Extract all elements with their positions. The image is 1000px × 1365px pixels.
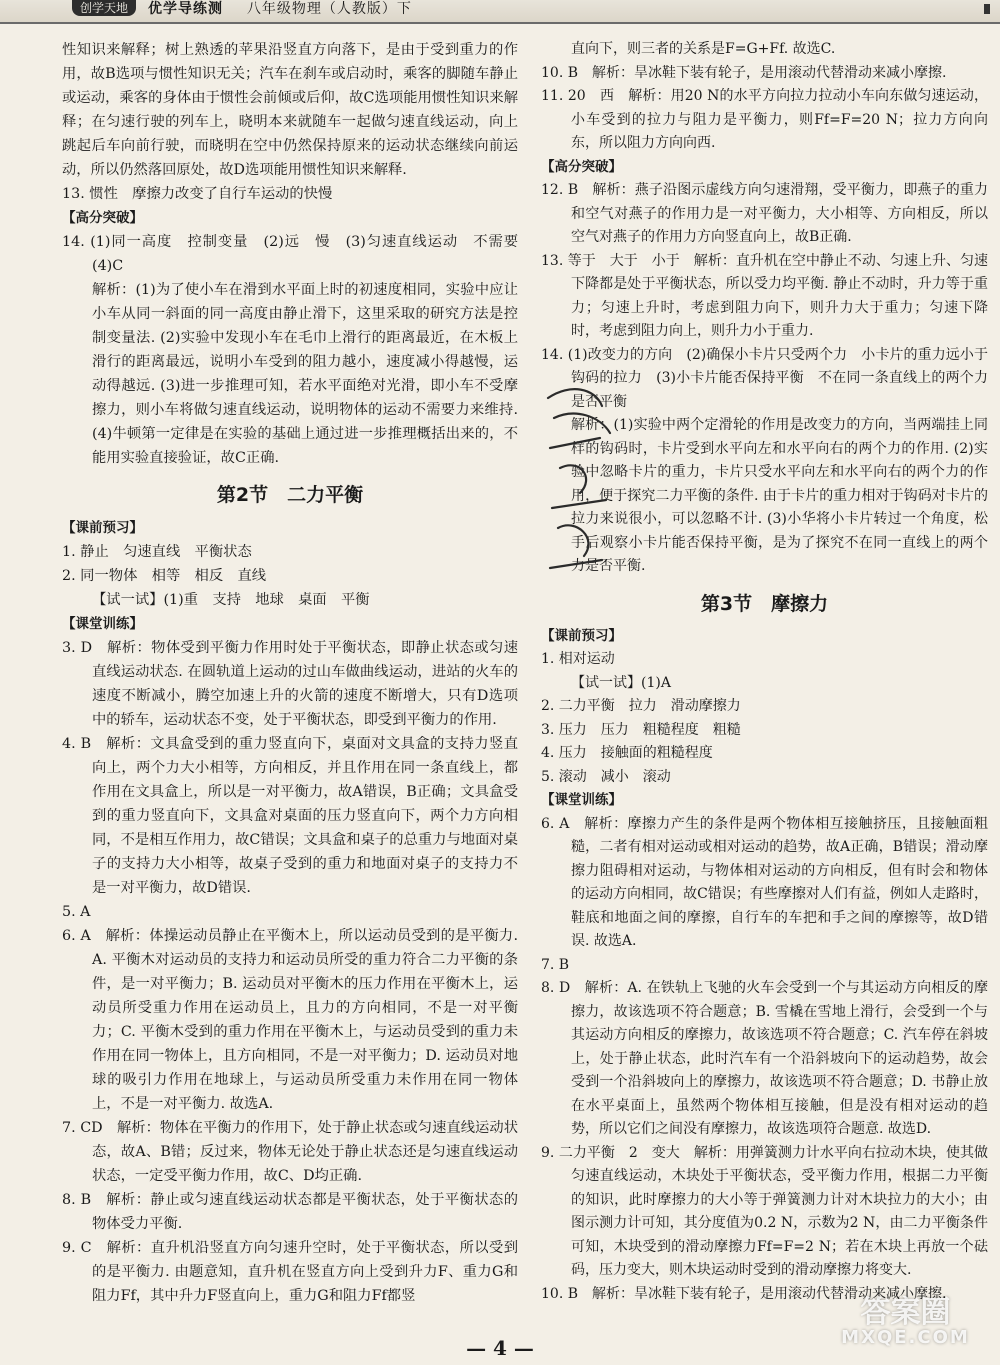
answer-13: 13. 惯性 摩擦力改变了自行车运动的快慢	[62, 186, 333, 202]
section-heading-3: 第3节 摩擦力	[700, 592, 829, 615]
preview-5-right: 5. 滚动 减小 滚动	[541, 768, 671, 785]
preview-1: 1. 静止 匀速直线 平衡状态	[62, 544, 252, 560]
section-label-preview: 【课前预习】	[62, 520, 143, 536]
preview-4-right: 4. 压力 接触面的粗糙程度	[541, 745, 713, 761]
page-header	[0, 0, 1000, 24]
watermark-logo	[823, 1295, 988, 1357]
answer-4: 4. B 解析：文具盒受到的重力竖直向下，桌面对文具盒的支持力竖直向上，两个力大小相等，方向相反，并且作用在同一条直线上，都作用在文具盒上，所以是一对平衡力，故A错误，B正确；文具盒受到的重力竖直向下，文具盒对桌面的压力竖直向下，两个力方向相同，不是相互作用力，故C错误；文具盒和桌子的总重力与地面对桌子的支持力大小相等，故桌子受到的重力和地面对桌子的支持力不是一对平衡力，故D错误.	[62, 736, 518, 896]
answer-6: 6. A 解析：体操运动员静止在平衡木上，所以运动员受到的是平衡力. A. 平衡木对运动员的支持力和运动员所受的重力符合二力平衡的条件，是一对平衡力；B. 运动员对平衡木的压力作用在平衡木上，运动员所受重力作用在运动员上，且力的方向相同，不是一对平衡力；C. 平衡木受到的重力作用在平衡木上，与运动员受到的重力未作用在同一物体上，且方向相同，不是一对平衡力；D. 运动员对地球的吸引力作用在地球上，与运动员所受重力未作用在同一物体上，不是一对平衡力. 故选A.	[62, 928, 518, 1112]
section-label-classroom: 【课堂训练】	[62, 616, 143, 632]
book-title-main: 优学导练测	[148, 1, 223, 17]
left-column	[62, 38, 533, 1308]
answer-9-right: 9. 二力平衡 2 变大 解析：用弹簧测力计水平向右拉动木块，使其做匀速直线运动，木块处于平衡状态，受平衡力作用，根据二力平衡的知识，此时摩擦力的大小等于弹簧测力计对木块拉力的大小；由图示测力计可知，其分度值为0.2 N，示数为2 N，由二力平衡条件可知，木块受到的滑动摩擦力Ff=F=2 N；若在木块上再放一个砝码，压力变大，则木块运动时受到的滑动摩擦力将变大.	[541, 1144, 988, 1278]
book-title-subtitle: 八年级物理（人教版）下	[246, 1, 412, 17]
answer-12: 12. B 解析：燕子沿图示虚线方向匀速滑翔，受平衡力，即燕子的重力和空气对燕子的作用力是一对平衡力，大小相等、方向相反，所以空气对燕子的作用力方向竖直向上，故B正确.	[541, 182, 988, 245]
right-column	[541, 38, 988, 1306]
preview-3-right: 3. 压力 压力 粗糙程度 粗糙	[541, 721, 741, 738]
section-label-gaofen-right: 【高分突破】	[541, 158, 622, 175]
section-heading-2: 第2节 二力平衡	[216, 484, 364, 506]
header-mark	[984, 4, 990, 14]
book-title	[148, 0, 412, 18]
answer-7-right: 7. B	[541, 956, 570, 973]
answer-5: 5. A	[62, 904, 91, 920]
answer-continuation: 性知识来解释；树上熟透的苹果沿竖直方向落下，是由于受到重力的作用，故B选项与惯性知识无关；汽车在刹车或启动时，乘客的脚随车静止或运动，乘客的身体由于惯性会前倾或后仰，故C选项能用惯性知识来解释；在匀速行驶的列车上，晓明本来就随车一起做匀速直线运动，向上跳起后车向前行驶，而晓明在空中仍然保持原来的运动状态继续向前运动，所以仍然落回原处，故D选项能用惯性知识来解释.	[62, 42, 518, 178]
try-it: 【试一试】(1)重 支持 地球 桌面 平衡	[92, 592, 370, 608]
try-it-right: 【试一试】(1)A	[571, 674, 671, 691]
page-number: — 4 —	[466, 1336, 534, 1360]
series-logo: 创学天地	[72, 0, 136, 16]
answer-14-analysis: 解析：(1)为了使小车在滑到水平面上时的初速度相同，实验中应让小车从同一斜面的同一高度由静止滑下，这里采取的研究方法是控制变量法. (2)实验中发现小车在毛巾上滑行的距离最近，在木板上滑行的距离最远，说明小车受到的阻力越小，速度减小得越慢，运动得越远. (3)进一步推理可知，若水平面绝对光滑，即小车不受摩擦力，则小车将做匀速直线运动，说明物体的运动不需要力来维持. (4)牛顿第一定律是在实验的基础上通过进一步推理概括出来的，不能用实验直接验证，故C正确.	[92, 282, 518, 466]
answer-14-right: 14. (1)改变力的方向 (2)确保小卡片只受两个力 小卡片的重力远小于钩码的拉力 (3)小卡片能否保持平衡 不在同一条直线上的两个力是否平衡	[541, 346, 988, 410]
preview-2: 2. 同一物体 相等 相反 直线	[62, 568, 267, 584]
handwriting-scribble	[540, 378, 620, 588]
watermark-url: MXQE.COM	[841, 1327, 970, 1348]
answer-14: 14. (1)同一高度 控制变量 (2)远 慢 (3)匀速直线运动 不需要 (4)C	[62, 234, 533, 274]
answer-10: 10. B 解析：旱冰鞋下装有轮子，是用滚动代替滑动来减小摩擦.	[541, 64, 947, 81]
watermark-text: 答案圈	[860, 1295, 951, 1330]
answer-11: 11. 20 西 解析：用20 N的水平方向拉力拉动小车向东做匀速运动，小车受到的拉力与阻力是平衡力，则Ff=F=20 N；拉力方向向东，所以阻力方向向西.	[541, 88, 988, 151]
section-label-gaofen: 【高分突破】	[62, 210, 143, 226]
answer-8-right: 8. D 解析：A. 在铁轨上飞驰的火车会受到一个与其运动方向相反的摩擦力，故该选项不符合题意；B. 雪橇在雪地上滑行，会受到一个与其运动方向相反的摩擦力，故该选项不符合题意；C. 汽车停在斜坡上，处于静止状态，此时汽车有一个沿斜坡向下的运动趋势，故会受到一个沿斜坡向上的摩擦力，故该选项不符合题意；D. 书静止放在水平桌面上，虽然两个物体相互接触，但是没有相对运动的趋势，所以它们之间没有摩擦力，故该选项符合题意. 故选D.	[541, 980, 988, 1137]
section-label-preview-right: 【课前预习】	[541, 627, 622, 644]
answer-3: 3. D 解析：物体受到平衡力作用时处于平衡状态，即静止状态或匀速直线运动状态. 在圆轨道上运动的过山车做曲线运动，进站的火车的速度不断减小，腾空加速上升的火箭的速度不断增大，只有D选项中的轿车，运动状态不变，处于平衡状态，即受到平衡力的作用.	[62, 640, 518, 728]
answer-14-right-analysis: 解析：(1)实验中两个定滑轮的作用是改变力的方向，当两端挂上同样的钩码时，卡片受到水平向左和水平向右的两个力的作用. (2)实验中忽略卡片的重力，卡片只受水平向左和水平向右的两个力的作用，便于探究二力平衡的条件. 由于卡片的重力相对于钩码对卡片的拉力来说很小，可以忽略不计. (3)小华将小卡片转过一个角度，松手后观察小卡片能否保持平衡，是为了探究不在同一直线上的两个力是否平衡.	[571, 417, 988, 574]
preview-2-right: 2. 二力平衡 拉力 滑动摩擦力	[541, 698, 741, 714]
answer-7: 7. CD 解析：物体在平衡力的作用下，处于静止状态或匀速直线运动状态，故A、B错；反过来，物体无论处于静止状态还是匀速直线运动状态，一定受平衡力作用，故C、D均正确.	[62, 1120, 518, 1184]
answer-6-right: 6. A 解析：摩擦力产生的条件是两个物体相互接触挤压，且接触面粗糙，二者有相对运动或相对运动的趋势，故A正确，B错误；滑动摩擦力阻碍相对运动，与物体相对运动的方向相反，但有时会和物体的运动方向相同，故C错误；有些摩擦对人们有益，例如人走路时，鞋底和地面之间的摩擦，自行车的车把和手之间的摩擦等，故D错误. 故选A.	[541, 815, 988, 949]
answer-9: 9. C 解析：直升机沿竖直方向匀速升空时，处于平衡状态，所以受到的是平衡力. 由题意知，直升机在竖直方向上受到升力F、重力G和阻力Ff，其中升力F竖直向上，重力G和阻力Ff都竖	[62, 1240, 518, 1304]
preview-1-right: 1. 相对运动	[541, 651, 615, 667]
answer-8: 8. B 解析：静止或匀速直线运动状态都是平衡状态，处于平衡状态的物体受力平衡.	[62, 1192, 518, 1232]
answer-13-right: 13. 等于 大于 小于 解析：直升机在空中静止不动、匀速上升、匀速下降都是处于平衡状态，所以受力均平衡. 静止不动时，升力等于重力；匀速上升时，考虑到阻力向下，则升力大于重力；匀速下降时，考虑到阻力向上，则升力小于重力.	[541, 252, 988, 339]
section-label-classroom-right: 【课堂训练】	[541, 792, 622, 808]
answer-10-right: 10. B 解析：旱冰鞋下装有轮子，是用滚动代替滑动来减小摩擦.	[541, 1285, 947, 1302]
answer-9-continuation: 直向下，则三者的关系是F=G+Ff. 故选C.	[571, 41, 836, 57]
